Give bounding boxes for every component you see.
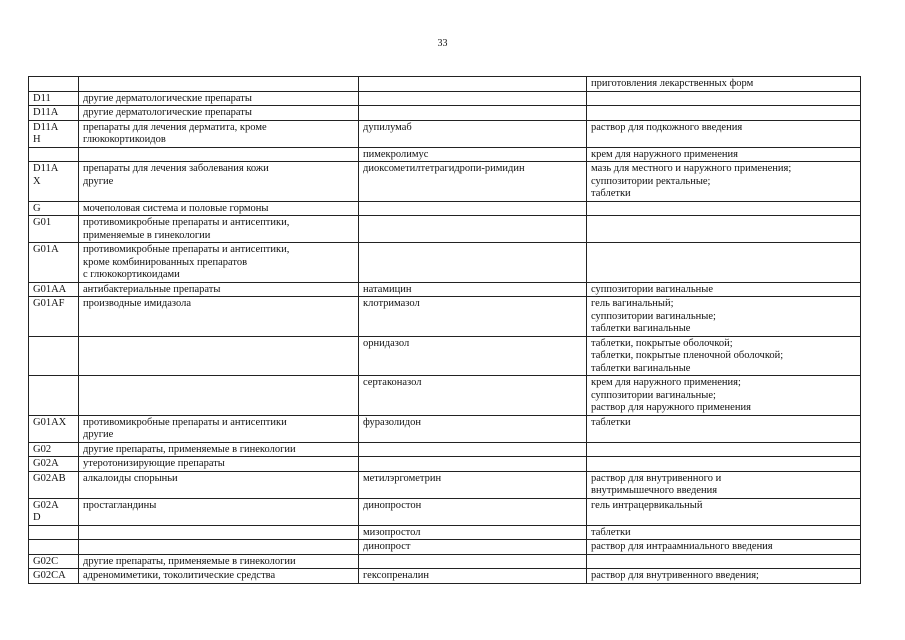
group-name-cell: простагландины (79, 498, 359, 525)
table-row (29, 442, 861, 457)
inn-cell (359, 201, 587, 216)
table-row (29, 147, 861, 162)
table-row (29, 569, 861, 584)
group-name-cell: препараты для лечения заболевания кожи другие (79, 162, 359, 202)
dosage-form-cell (587, 106, 861, 121)
dosage-form-cell (587, 554, 861, 569)
atc-code-cell: D11A (29, 106, 79, 121)
atc-code-cell (29, 540, 79, 555)
atc-code-cell: D11A X (29, 162, 79, 202)
group-name-cell (79, 336, 359, 376)
inn-cell (359, 106, 587, 121)
group-name-cell: противомикробные препараты и антисептики, применяемые в гинекологии (79, 216, 359, 243)
group-name-cell: другие препараты, применяемые в гинекологии (79, 442, 359, 457)
atc-code-cell: G01AF (29, 297, 79, 337)
dosage-form-cell: гель интрацервикальный (587, 498, 861, 525)
atc-code-cell: G01AX (29, 415, 79, 442)
dosage-form-cell: гель вагинальный; суппозитории вагинальные; таблетки вагинальные (587, 297, 861, 337)
atc-code-cell: G01AA (29, 282, 79, 297)
table-row (29, 201, 861, 216)
inn-cell: пимекролимус (359, 147, 587, 162)
dosage-form-cell (587, 243, 861, 283)
table-row (29, 91, 861, 106)
page-number: 33 (437, 38, 448, 49)
group-name-cell: противомикробные препараты и антисептики другие (79, 415, 359, 442)
dosage-form-cell: крем для наружного применения (587, 147, 861, 162)
atc-code-cell: G01A (29, 243, 79, 283)
atc-code-cell: G02A D (29, 498, 79, 525)
table-row (29, 525, 861, 540)
group-name-cell: утеротонизирующие препараты (79, 457, 359, 472)
atc-code-cell: D11 (29, 91, 79, 106)
atc-code-cell (29, 376, 79, 416)
atc-code-cell: G01 (29, 216, 79, 243)
table-row (29, 540, 861, 555)
dosage-form-cell (587, 442, 861, 457)
dosage-form-cell: раствор для внутривенного введения; (587, 569, 861, 584)
dosage-form-cell: таблетки, покрытые оболочкой; таблетки, покрытые пленочной оболочкой; таблетки вагинальные (587, 336, 861, 376)
dosage-form-cell: приготовления лекарственных форм (587, 77, 861, 92)
table-row (29, 162, 861, 202)
table-row (29, 457, 861, 472)
atc-code-cell: G02AB (29, 471, 79, 498)
dosage-form-cell (587, 91, 861, 106)
inn-cell: дупилумаб (359, 120, 587, 147)
inn-cell: динопрост (359, 540, 587, 555)
atc-code-cell: G02 (29, 442, 79, 457)
atc-code-cell: D11A H (29, 120, 79, 147)
group-name-cell (79, 147, 359, 162)
atc-code-cell: G02CA (29, 569, 79, 584)
group-name-cell: противомикробные препараты и антисептики, кроме комбинированных препаратов с глюкокортикоидами (79, 243, 359, 283)
table-row (29, 498, 861, 525)
dosage-form-cell: таблетки (587, 415, 861, 442)
group-name-cell (79, 376, 359, 416)
group-name-cell: адреномиметики, токолитические средства (79, 569, 359, 584)
dosage-form-cell: крем для наружного применения; суппозитории вагинальные; раствор для наружного применения (587, 376, 861, 416)
group-name-cell: мочеполовая система и половые гормоны (79, 201, 359, 216)
inn-cell: натамицин (359, 282, 587, 297)
atc-code-cell: G (29, 201, 79, 216)
dosage-form-cell: раствор для подкожного введения (587, 120, 861, 147)
dosage-form-cell: раствор для внутривенного и внутримышечного введения (587, 471, 861, 498)
inn-cell (359, 442, 587, 457)
dosage-form-cell: суппозитории вагинальные (587, 282, 861, 297)
atc-code-cell: G02A (29, 457, 79, 472)
dosage-form-cell: раствор для интраамниального введения (587, 540, 861, 555)
atc-code-cell (29, 147, 79, 162)
group-name-cell (79, 525, 359, 540)
inn-cell: диоксометилтетрагидропи-римидин (359, 162, 587, 202)
atc-code-cell: G02C (29, 554, 79, 569)
table-row (29, 106, 861, 121)
atc-code-cell (29, 77, 79, 92)
atc-code-cell (29, 525, 79, 540)
table-row (29, 120, 861, 147)
dosage-form-cell (587, 457, 861, 472)
inn-cell (359, 243, 587, 283)
inn-cell: динопростон (359, 498, 587, 525)
group-name-cell: препараты для лечения дерматита, кроме глюкокортикоидов (79, 120, 359, 147)
inn-cell: метилэргометрин (359, 471, 587, 498)
inn-cell (359, 216, 587, 243)
drug-classification-table (28, 76, 861, 584)
inn-cell (359, 77, 587, 92)
group-name-cell: другие дерматологические препараты (79, 91, 359, 106)
inn-cell (359, 91, 587, 106)
inn-cell: клотримазол (359, 297, 587, 337)
inn-cell: орнидазол (359, 336, 587, 376)
group-name-cell: производные имидазола (79, 297, 359, 337)
atc-code-cell (29, 336, 79, 376)
dosage-form-cell: мазь для местного и наружного применения; суппозитории ректальные; таблетки (587, 162, 861, 202)
group-name-cell: антибактериальные препараты (79, 282, 359, 297)
inn-cell: сертаконазол (359, 376, 587, 416)
table-row (29, 282, 861, 297)
inn-cell: гексопреналин (359, 569, 587, 584)
inn-cell: фуразолидон (359, 415, 587, 442)
group-name-cell (79, 77, 359, 92)
group-name-cell: другие препараты, применяемые в гинекологии (79, 554, 359, 569)
table-row (29, 376, 861, 416)
table-row (29, 77, 861, 92)
group-name-cell (79, 540, 359, 555)
dosage-form-cell: таблетки (587, 525, 861, 540)
inn-cell (359, 554, 587, 569)
table-row (29, 554, 861, 569)
dosage-form-cell (587, 216, 861, 243)
table-row (29, 471, 861, 498)
group-name-cell: другие дерматологические препараты (79, 106, 359, 121)
table-row (29, 243, 861, 283)
table-row (29, 336, 861, 376)
table-row (29, 216, 861, 243)
inn-cell (359, 457, 587, 472)
dosage-form-cell (587, 201, 861, 216)
table-row (29, 415, 861, 442)
inn-cell: мизопростол (359, 525, 587, 540)
table-row (29, 297, 861, 337)
group-name-cell: алкалоиды спорыньи (79, 471, 359, 498)
